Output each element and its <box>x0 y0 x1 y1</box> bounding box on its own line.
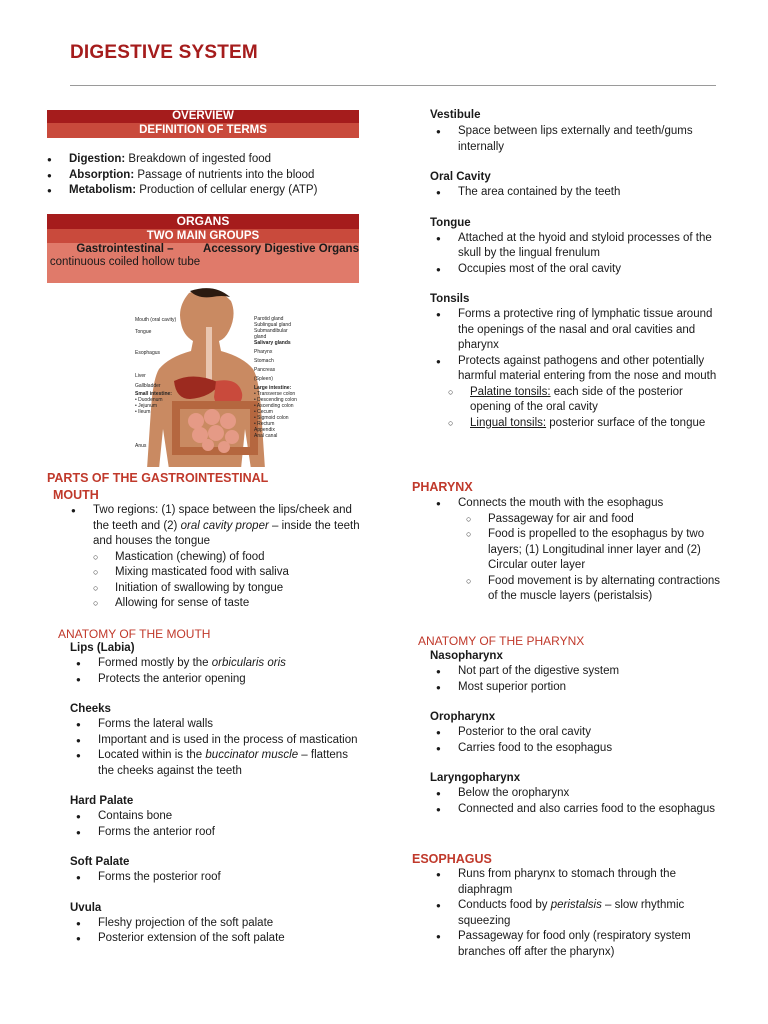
list-item: ○ Allowing for sense of taste <box>93 596 363 612</box>
list-item: ● Passageway for food only (respiratory system branches off after the pharynx) <box>436 929 726 960</box>
list-item: ● The area contained by the teeth <box>436 185 725 201</box>
parts-heading: PARTS OF THE GASTROINTESTINAL <box>47 471 269 485</box>
groups-panel <box>47 243 359 283</box>
list-item: ● Located within is the buccinator muscle – flattens the cheeks against the teeth <box>76 748 365 779</box>
mouth-heading: MOUTH <box>53 488 99 502</box>
list-item: ● Protects the anterior opening <box>76 672 365 688</box>
vestibule-heading: Vestibule <box>430 109 481 121</box>
organs-band: ORGANS <box>47 214 359 229</box>
list-item: ○ Palatine tonsils: each side of the posterior opening of the oral cavity <box>448 385 725 416</box>
list-item: ● Two regions: (1) space between the lips/cheek and the teeth and (2) oral cavity proper – inside the teeth and houses the tongue ○ Mastication (chewing) of food ○ Mixing masticated food with saliva ○ Initiation of swallowing by tongue ○ Allowing for sense of taste <box>71 503 363 612</box>
list-item: ● Below the oropharynx <box>436 786 725 802</box>
two-groups-band: TWO MAIN GROUPS <box>47 229 359 243</box>
list-item: ● Absorption: Passage of nutrients into the blood <box>47 168 367 184</box>
list-item: ● Forms the posterior roof <box>76 870 365 886</box>
figure-labels-left: Mouth (oral cavity) Tongue Esophagus Liver Gallbladder Small intestine: • Duodenum • Jejunum • Ileum Anus <box>135 317 177 449</box>
list-item: ● Carries food to the esophagus <box>436 741 725 757</box>
hard-palate-heading: Hard Palate <box>70 795 134 807</box>
list-item: ● Contains bone <box>76 809 365 825</box>
cheeks-heading: Cheeks <box>70 703 111 715</box>
mouth-regions <box>430 108 725 431</box>
figure-labels-right: Parotid gland Sublingual gland Submandibular gland Salivary glands Pharynx Stomach Pancreas (Spleen) Large intestine: • Transverse colon • Descending colon • Ascending colon • Cecum • Sigmoid colon • Rectum Appendix Anal canal <box>254 316 297 439</box>
page-title: DIGESTIVE SYSTEM <box>70 42 258 63</box>
definitions-list <box>47 152 367 199</box>
definition-band: DEFINITION OF TERMS <box>47 123 359 138</box>
anatomy-mouth-heading: ANATOMY OF THE MOUTH <box>58 627 211 641</box>
lips-heading: Lips (Labia) <box>70 642 135 654</box>
esophagus-section <box>436 867 726 960</box>
nasopharynx-heading: Nasopharynx <box>430 650 503 662</box>
mouth-functions <box>93 550 363 612</box>
uvula-heading: Uvula <box>70 901 102 914</box>
list-item: ● Protects against pathogens and other potentially harmful material entering from the nose and mouth ○ Palatine tonsils: each side of the posterior opening of the oral cavity ○ Lingual tonsils: posterior surface of the tongue <box>436 354 725 432</box>
tongue-heading: Tongue <box>430 216 471 229</box>
list-item: ● Runs from pharynx to stomach through the diaphragm <box>436 867 726 898</box>
tonsils-heading: Tonsils <box>430 293 470 305</box>
list-item: ● Attached at the hyoid and styloid processes of the skull by the lingual frenulum <box>436 231 725 262</box>
list-item: ○ Mixing masticated food with saliva <box>93 565 363 581</box>
list-item: ○ Initiation of swallowing by tongue <box>93 581 363 597</box>
list-item: ○ Lingual tonsils: posterior surface of the tongue <box>448 416 725 432</box>
list-item: ● Forms the lateral walls <box>76 717 365 733</box>
list-item: ● Not part of the digestive system <box>436 664 725 680</box>
pharynx-heading: PHARYNX <box>412 480 473 494</box>
list-item: ● Posterior to the oral cavity <box>436 725 725 741</box>
list-item: ● Connected and also carries food to the esophagus <box>436 802 725 818</box>
list-item: ● Most superior portion <box>436 680 725 696</box>
list-item: ● Fleshy projection of the soft palate <box>76 916 365 932</box>
list-item: ● Metabolism: Production of cellular energy (ATP) <box>47 183 367 199</box>
group-gastrointestinal: Gastrointestinal – continuous coiled hollow tube <box>49 243 201 268</box>
list-item: ● Digestion: Breakdown of ingested food <box>47 152 367 168</box>
list-item: ● Connects the mouth with the esophagus ○ Passageway for air and food ○ Food is propelled to the esophagus by two layers; (1) Longitudinal inner layer and (2) Circular outer layer ○ Food movement is by alternating contractions of the muscle layers (peristalsis) <box>436 496 726 605</box>
mouth-anatomy <box>70 641 365 947</box>
list-item: ○ Mastication (chewing) of food <box>93 550 363 566</box>
oral-cavity-heading: Oral Cavity <box>430 171 491 183</box>
soft-palate-heading: Soft Palate <box>70 856 130 868</box>
esophagus-heading: ESOPHAGUS <box>412 852 492 866</box>
laryngopharynx-heading: Laryngopharynx <box>430 772 521 784</box>
list-item: ○ Food movement is by alternating contractions of the muscle layers (peristalsis) <box>466 574 726 605</box>
title-divider <box>70 85 716 86</box>
list-item: ● Important and is used in the process of mastication <box>76 733 365 749</box>
group-accessory: Accessory Digestive Organs <box>203 243 359 255</box>
list-item: ● Forms a protective ring of lymphatic tissue around the openings of the nasal and oral cavities and pharynx <box>436 307 725 354</box>
oropharynx-heading: Oropharynx <box>430 711 496 723</box>
list-item: ● Formed mostly by the orbicularis oris <box>76 656 365 672</box>
anatomy-pharynx-heading: ANATOMY OF THE PHARYNX <box>418 634 585 648</box>
pharynx-section <box>436 496 726 605</box>
list-item: ● Occupies most of the oral cavity <box>436 262 725 278</box>
list-item: ● Forms the anterior roof <box>76 825 365 841</box>
list-item: ● Conducts food by peristalsis – slow rhythmic squeezing <box>436 898 726 929</box>
list-item: ○ Passageway for air and food <box>466 512 726 528</box>
list-item: ○ Food is propelled to the esophagus by two layers; (1) Longitudinal inner layer and (2) Circular outer layer <box>466 527 726 574</box>
list-item: ● Posterior extension of the soft palate <box>76 931 365 947</box>
list-item: ● Space between lips externally and teeth/gums internally <box>436 124 725 155</box>
mouth-section <box>71 503 363 612</box>
pharynx-anatomy <box>430 649 725 817</box>
overview-band: OVERVIEW <box>47 110 359 123</box>
